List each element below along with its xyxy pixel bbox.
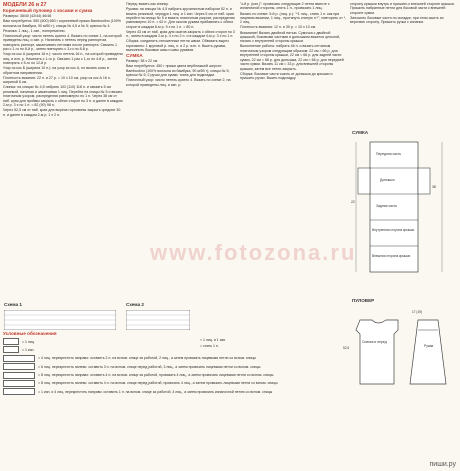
bag-diagram-title: СУМКА [352,130,369,135]
symbol-cable-8-right-icon [3,372,35,379]
paragraph: Размеры: 38/40 (42/44) 46/48 [3,14,52,19]
paragraph: Узор из кос А (ширина 16 п.): число петель 16 п., на которой приведены лиц. и изн. р. Начинать с 1-го р. Связать 1 раз с 1-го по 4-й р., затем повторять с 5-го по 12-й р. [3,52,123,66]
pullover-dimension: 52,5 [343,346,350,350]
bag-part-label: Передняя часть [376,152,402,156]
paragraph: Резинка: 1 лиц., 1 изн., попеременно. [3,28,66,33]
legend-item: = 1 изн. и 4 лиц. перекрестить направо: оставить 1 п. на вспом. спице за работой, 4 лиц., а затем провязать изнаночной петлю со вспом. спицы [3,388,453,395]
paragraph: Вам потребуется: 550 (600) 650 г коричневой пряжи Bamboolino (100% волокна из бамбука, 90 м/50 г); спицы № 4,5 и № 5; крючок № 4. [3,19,121,28]
scheme-1-grid [4,310,116,330]
paragraph: Через 52,5 см от наб. края для выреза горловины закрыть средние 30 п. и далее в каждом 2-м р. 1 х 2 п. [3,108,121,117]
text-column-2 [126,2,236,320]
text-column-1 [3,2,123,302]
scheme-2-title: Схема 2 [126,302,144,307]
pullover-part-label: Спинка и перед [362,340,387,344]
paragraph: "з-й р. (изн.)": провязать следующие 2 петли вместе с изнаночной стороны, снять 1 п., провязать 1 лиц. [240,2,330,11]
paragraph: Выполнение работы: набрать 46 п. и вязать сетчатым платочным узором следующим образом: 22 см = 66 р. для внутренней стороны крышки, 22 см = 66 р. для задней части сумки, 22 см = 66 р. для донышка, 22 см = 66 р. для передней части сумки. Вязать 11 см = 33 р. для внешней стороны крышки, затем все петли закрыть. [240,44,344,71]
symbol-cable-8-left-icon [3,380,35,387]
symbol-knit-icon [3,338,19,345]
paragraph: Узор из кос Б (ширина 10 п.): на узор из кос А, но вязать косы в обратном направлении. [3,66,109,75]
legend-item: = 1 изн. [3,346,453,353]
paragraph: Плотность вязания: 22 п. и 27 р. = 10 х 10 см, узор из кос А 16 п. шириной 6 см. [3,75,111,85]
legend [3,332,453,466]
bag-part-label: Задняя часть [376,204,398,208]
symbol-cable-4-right-icon [3,355,35,362]
paragraph: Внимание! Вязать двойной нитью. Сумочка с двойной крышкой, боковыми частями и донышком вяжется цельной, начать с внутренней стороны крышки. [240,30,340,44]
paragraph: Спинка: на спицах № 4,5 набрать 102 (110) 118 п. и связать 5 см резинкой, начиная и заканчивая 1 лиц. Перейти на спицы № 5 и вязать платочным узором, распределяя равномерно по 1 п. Через 38 см от наб. края для проймы закрыть с обеих сторон по 3 п. и далее в каждом 2-м р. 3 х по 1 п. = 82 (90) 98 п. [3,85,123,108]
bag-part-label: Внутренняя сторона крышки [372,228,415,232]
paragraph: Перед: вязать как спинку. [126,2,169,6]
paragraph: Платочный узор: число петель кратно 4. Вязать по схеме 2, на которой приведены лиц. и изн. р. [126,78,231,87]
bag-dimension: 22 [351,200,355,204]
legend-item: = 4 лиц. перекрестить направо: оставить 2 п. на вспом. спице за работой, 2 лиц., а затем провязать лицевыми петли со вспом. спицы [3,355,453,362]
section-heading: СУМКА [126,53,143,59]
model-title: МОДЕЛИ 26 и 27 [3,2,47,8]
paragraph: Рукава: на спицах № 4,5 набрать кручинистым набором 52 п. и вязать резинкой, чередуя 1 лиц. и 1 изн. Через 5 см от наб. края перейти на спицы № 5 и вязать платочным узором, распределяя равномерно 10 п. = 62 п. Для скосов рукава прибавлять с обеих сторон в каждом 6-м р. 9 х по 1 п. = 80 п. [126,7,235,29]
paragraph: Плотность вязания: 12 п. и 30 р. = 10 х 10 см. [240,25,317,30]
paragraph: Вам потребуется: 450 г пряжи цвета верблюжьей шерсти Bamboolino (100% волокна из бамбука, 90 м/50 г); спицы № 5; крючок № 5; 2 ручки для сумки; ткань для подкладки. [126,64,230,78]
pullover-dimension: 17 (19) [412,310,423,314]
pullover-part-label: Рукав [424,344,434,348]
bag-dimension: 38 [432,185,436,189]
paragraph: сторону крышки внутрь и пришить к внешней стороне крышки. Пришить набранные петли для боковой части к внешней стороне сумки. [350,2,455,15]
paragraph: Заложить боковые части по складке, при этом сшить их верхнюю сторону. Пришить ручки с изнанки. [350,15,444,25]
model-subtitle: Коричневый пуловер с косами и сумка [3,8,93,13]
legend-item: = 6 лиц. перекрестить налево: оставить 3 п. на вспом. спице перед работой, 3 лиц., а затем провязать лицевыми петли со вспом. спицы [3,363,453,370]
corner-watermark: пиши.ру [429,461,456,468]
legend-item: = 8 лиц. перекрестить налево: оставить 4 п. на вспом. спице перед работой, провязать 4 лиц., а затем провязать лицевыми петли со вспом. спицы [3,380,453,387]
paragraph: Через 43 см от наб. края для окатов закрыть с обеих сторон по 3 п., затем в каждом 2-м р. 4 х по 2 п. и в каждом 4-м р. 3 х по 1 п. [126,29,235,39]
symbol-cable-purl-right-icon [3,388,35,395]
symbol-cable-6-left-icon [3,363,35,370]
legend-right-item: = 1 лиц. и 1 изн. [200,338,227,342]
legend-item: = 8 лиц. перекрестить направо: оставить 4 п. на вспом. спице за работой, провязать 4 лиц., а затем провязать лицевыми петли со вспом. спицы [3,372,453,379]
paragraph: Сборка: боковые части сшить от донышка до крышки и пришить ручки. Вшить подкладку. [240,71,333,81]
paragraph: Вязать по схеме: 5-й р. (лиц. р.): "*1 лиц., снять 1 п. как при лицевом вязании, 1 лиц., протянуть снятую п.*", повторять от *, 2 лиц. [240,11,347,25]
scheme-2-grid [126,310,190,330]
bag-part-label: Внешняя сторона крышки [372,254,411,258]
text-column-4 [350,2,456,94]
bag-part-label: Донышко [380,178,395,182]
legend-title: Условные обозначения [3,331,57,336]
paragraph: Сборка: соединить отложенные петли швом. Обвязать вырез горловины: 1 круговой р. лиц. п. и 2 р. изн. п. Вшить рукава, выполнить боковые швы и швы рукавов. [126,39,229,53]
symbol-purl-icon [3,346,19,353]
scheme-1-title: Схема 1 [4,302,22,307]
legend-right-item: = снять 1 п. [200,344,219,348]
watermark: www.fotozona.ru [150,240,357,265]
pullover-diagram-title: ПУЛОВЕР [352,298,375,303]
legend-item: = 1 лиц. [3,338,453,345]
paragraph: Платочный узор: число петель кратно 4. Вязать по схеме 1, на которой приведены лиц. и изн. р. Начинать с петель перед раппортом, повторять раппорт, заканчивать петлями после раппорта. Связать 1 раз с 1-го по 8-й р., затем повторять с 3-го по 8-й р. [3,34,122,52]
paragraph: Размер: 38 х 22 см [126,59,158,64]
